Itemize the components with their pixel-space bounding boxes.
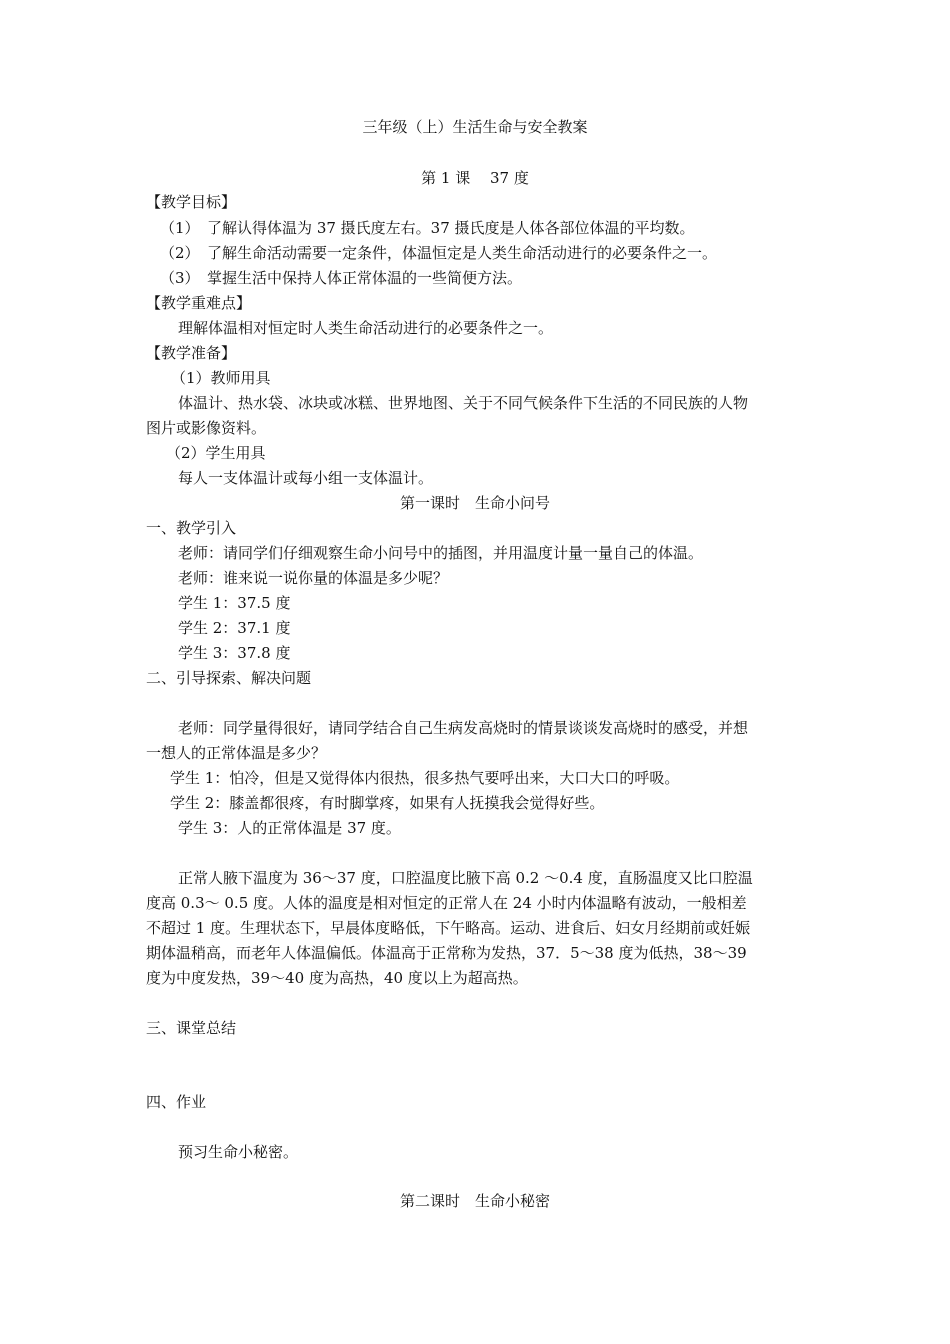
lesson-title: 第 1 课 37 度 <box>421 169 529 187</box>
info-paragraph-line: 不超过 1 度。生理状态下，早晨体度略低，下午略高。运动、进食后、妇女月经期前或妊娠 <box>146 919 751 937</box>
document-title: 三年级（上）生活生命与安全教案 <box>362 118 588 136</box>
teacher-tools-text: 图片或影像资料。 <box>146 419 267 437</box>
dialogue-line: 学生 1：37.5 度 <box>178 594 291 612</box>
teacher-tools-text: 体温计、热水袋、冰块或冰糕、世界地图、关于不同气候条件下生活的不同民族的人物 <box>178 394 749 412</box>
dialogue-line: 老师：谁来说一说你量的体温是多少呢？ <box>178 569 449 587</box>
goal-item: （3） 掌握生活中保持人体正常体温的一些简便方法。 <box>160 269 523 287</box>
dialogue-line: 学生 3：37.8 度 <box>178 644 291 662</box>
info-paragraph-line: 度为中度发热，39～40 度为高热，40 度以上为超高热。 <box>146 969 528 987</box>
summary-heading: 三、课堂总结 <box>146 1019 237 1037</box>
student-tools-label: （2）学生用具 <box>166 444 266 462</box>
info-paragraph-line: 期体温稍高，而老年人体温偏低。体温高于正常称为发热，37．5～38 度为低热，38～39 <box>146 944 747 962</box>
dialogue-line: 学生 2：37.1 度 <box>178 619 291 637</box>
homework-heading: 四、作业 <box>146 1093 207 1111</box>
goal-item: （1） 了解认得体温为 37 摄氏度左右。37 摄氏度是人体各部位体温的平均数。 <box>160 219 695 237</box>
key-points-text: 理解体温相对恒定时人类生命活动进行的必要条件之一。 <box>178 319 554 337</box>
dialogue-line: 学生 2：膝盖都很疼，有时脚掌疼，如果有人抚摸我会觉得好些。 <box>170 794 605 812</box>
info-paragraph-line: 度高 0.3～ 0.5 度。人体的温度是相对恒定的正常人在 24 小时内体温略有波动，一般相差 <box>146 894 747 912</box>
period2-title: 第二课时 生命小秘密 <box>399 1192 550 1210</box>
dialogue-line: 学生 1：怕冷，但是又觉得体内很热，很多热气要呼出来，大口大口的呼吸。 <box>170 769 680 787</box>
goals-heading: 【教学目标】 <box>146 193 237 211</box>
period1-title: 第一课时 生命小问号 <box>399 494 550 512</box>
goal-item: （2） 了解生命活动需要一定条件，体温恒定是人类生命活动进行的必要条件之一。 <box>160 244 718 262</box>
dialogue-line: 老师：同学量得很好，请同学结合自己生病发高烧时的情景谈谈发高烧时的感受，并想 <box>178 719 749 737</box>
student-tools-text: 每人一支体温计或每小组一支体温计。 <box>178 469 434 487</box>
intro-heading: 一、教学引入 <box>146 519 237 537</box>
dialogue-line: 老师：请同学们仔细观察生命小问号中的插图，并用温度计量一量自己的体温。 <box>178 544 704 562</box>
info-paragraph-line: 正常人腋下温度为 36～37 度，口腔温度比腋下高 0.2 ～0.4 度，直肠温度又比口腔温 <box>178 869 753 887</box>
dialogue-line: 学生 3：人的正常体温是 37 度。 <box>178 819 401 837</box>
key-points-heading: 【教学重难点】 <box>146 294 252 312</box>
teacher-tools-label: （1）教师用具 <box>171 369 271 387</box>
prep-heading: 【教学准备】 <box>146 344 237 362</box>
explore-heading: 二、引导探索、解决问题 <box>146 669 312 687</box>
homework-text: 预习生命小秘密。 <box>178 1143 299 1161</box>
dialogue-line: 一想人的正常体温是多少？ <box>146 744 327 762</box>
